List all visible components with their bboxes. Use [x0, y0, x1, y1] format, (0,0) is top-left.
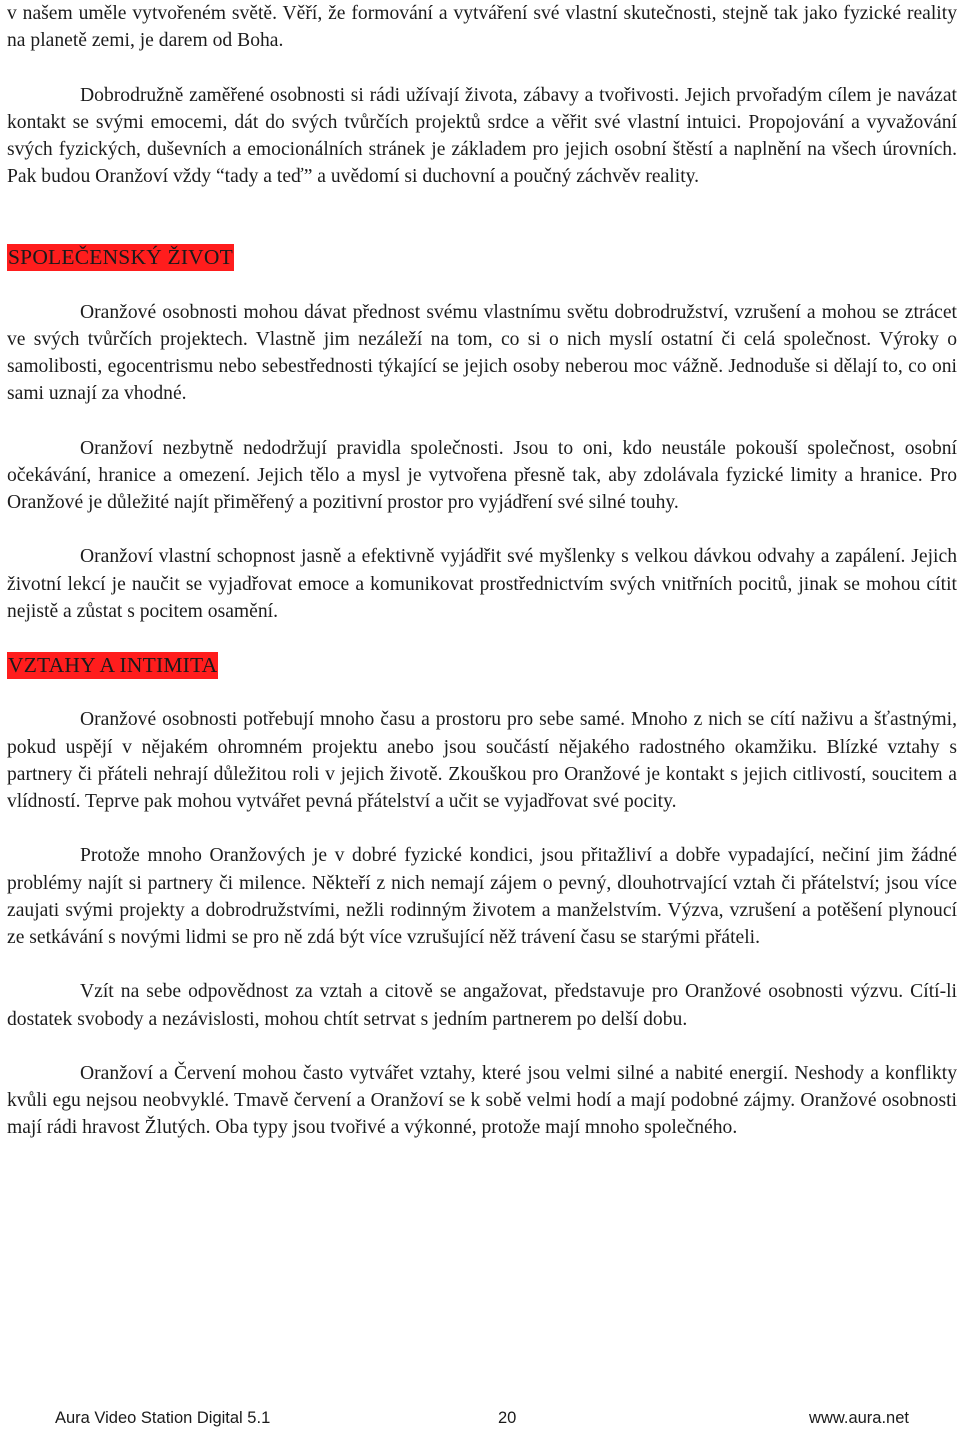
paragraph-social-1: Oranžové osobnosti mohou dávat přednost svému vlastnímu světu dobrodružství, vzrušení a mohou se ztrácet ve svých tvůrčích projektech. Vlastně jim nezáleží na tom, co si o nich myslí ostatní či celá společnost. Výroky o samolibosti, egocentrismu nebo sebestřednosti týkající se jejich osoby neberou moc vážně. Jednoduše si dělají to, co oni sami uznají za vhodné. — [7, 301, 957, 405]
spacer — [7, 407, 957, 434]
spacer — [7, 815, 957, 842]
spacer — [7, 951, 957, 978]
paragraph-relationships-1: Oranžové osobnosti potřebují mnoho času a prostoru pro sebe samé. Mnoho z nich se cítí naživu a šťastnými, pokud uspějí v nějakém ohromném projektu anebo jsou součástí nějakého radostného okamžiku. Blízké vztahy s partnery či přáteli nehrají důležitou roli v jejich životě. Zkouškou pro Oranžové je kontakt s jejich citlivostí, soucitem a vlídností. Teprve pak mohou vytvářet pevná přátelství a učit se vyjadřovat své pocity. — [7, 709, 957, 812]
paragraph-intro-continuation: v našem uměle vytvořeném světě. Věří, že formování a vytváření své vlastní skutečnosti, stejně tak jako fyzické reality na planetě zemi, je darem od Boha. — [7, 3, 957, 52]
paragraph-social-2: Oranžoví nezbytně nedodržují pravidla společnosti. Jsou to oni, kdo neustále pokouší společnost, osobní očekávání, hranice a omezení. Jejich tělo a mysl je vytvořena přesně tak, aby zdolávala fyzické limity a hranice. Pro Oranžové je důležité najít přiměřený a pozitivní prostor pro vyjádření své silné touhy. — [7, 437, 957, 513]
footer-website: www.aura.net — [809, 1409, 909, 1427]
spacer — [7, 1033, 957, 1060]
paragraph-relationships-2: Protože mnoho Oranžových je v dobré fyzické kondici, jsou přitažliví a dobře vypadající, nečiní jim žádné problémy najít si partnery či milence. Někteří z nich nemají zájem o pevný, dlouhotrvající vztah či přátelství; jsou více zaujati svými projekty a dobrodružstvími, nežli rodinným životem a manželstvím. Výzva, vzrušení a potěšení plynoucí ze setkávání s novými lidmi se pro ně zdá být více vzrušující něž trávení času se starými přáteli. — [7, 845, 957, 948]
paragraph-relationships-4: Oranžoví a Červení mohou často vytvářet vztahy, které jsou velmi silné a nabité energií. Neshody a konflikty kvůli egu nejsou neobvyklé. Tmavě červení a Oranžoví se k sobě velmi hodí a mají podobné zájmy. Oranžové osobnosti mají rádi hravost Žlutých. Oba typy jsou tvořivé a výkonné, protože mají mnoho společného. — [7, 1062, 957, 1139]
page-number: 20 — [498, 1409, 517, 1427]
spacer — [7, 679, 957, 706]
section-heading-relationships: VZTAHY A INTIMITA — [8, 653, 218, 678]
spacer — [7, 516, 957, 543]
section-heading-row — [7, 244, 957, 271]
page-footer — [0, 1407, 960, 1431]
paragraph-social-3: Oranžoví vlastní schopnost jasně a efektivně vyjádřit své myšlenky s velkou dávkou odvahy a zapálení. Jejich životní lekcí je naučit se vyjadřovat emoce a komunikovat prostřednictvím svých vnitřních pocitů, jinak se mohou cítit nejistě a zůstat s pocitem osamění. — [7, 546, 957, 622]
section-heading-social-life: SPOLEČENSKÝ ŽIVOT — [8, 245, 233, 270]
paragraph-adventurous-personalities: Dobrodružně zaměřené osobnosti si rádi užívají života, zábavy a tvořivosti. Jejich prvořadým cílem je navázat kontakt se svými emocemi, dát do svých tvůrčích projektů srdce a věřit své vlastní intuici. Propojování a vyvažování svých fyzických, duševních a emocionálních stránek je základem pro jejich osobní štěstí a naplnění na všech úrovních. Pak budou Oranžoví vždy “tady a teď” a uvědomí si duchovní a poučný záchvěv reality. — [7, 84, 957, 188]
spacer — [7, 271, 957, 298]
paragraph-relationships-3: Vzít na sebe odpovědnost za vztah a citově se angažovat, představuje pro Oranžové osobnosti výzvu. Cítí-li dostatek svobody a nezávislosti, mohou chtít setrvat s jedním partnerem po delší dobu. — [7, 981, 957, 1030]
spacer — [7, 190, 957, 244]
document-page — [7, 0, 957, 1142]
spacer — [7, 54, 957, 81]
spacer — [7, 625, 957, 652]
footer-product-name: Aura Video Station Digital 5.1 — [55, 1409, 271, 1427]
section-heading-row — [7, 652, 957, 679]
